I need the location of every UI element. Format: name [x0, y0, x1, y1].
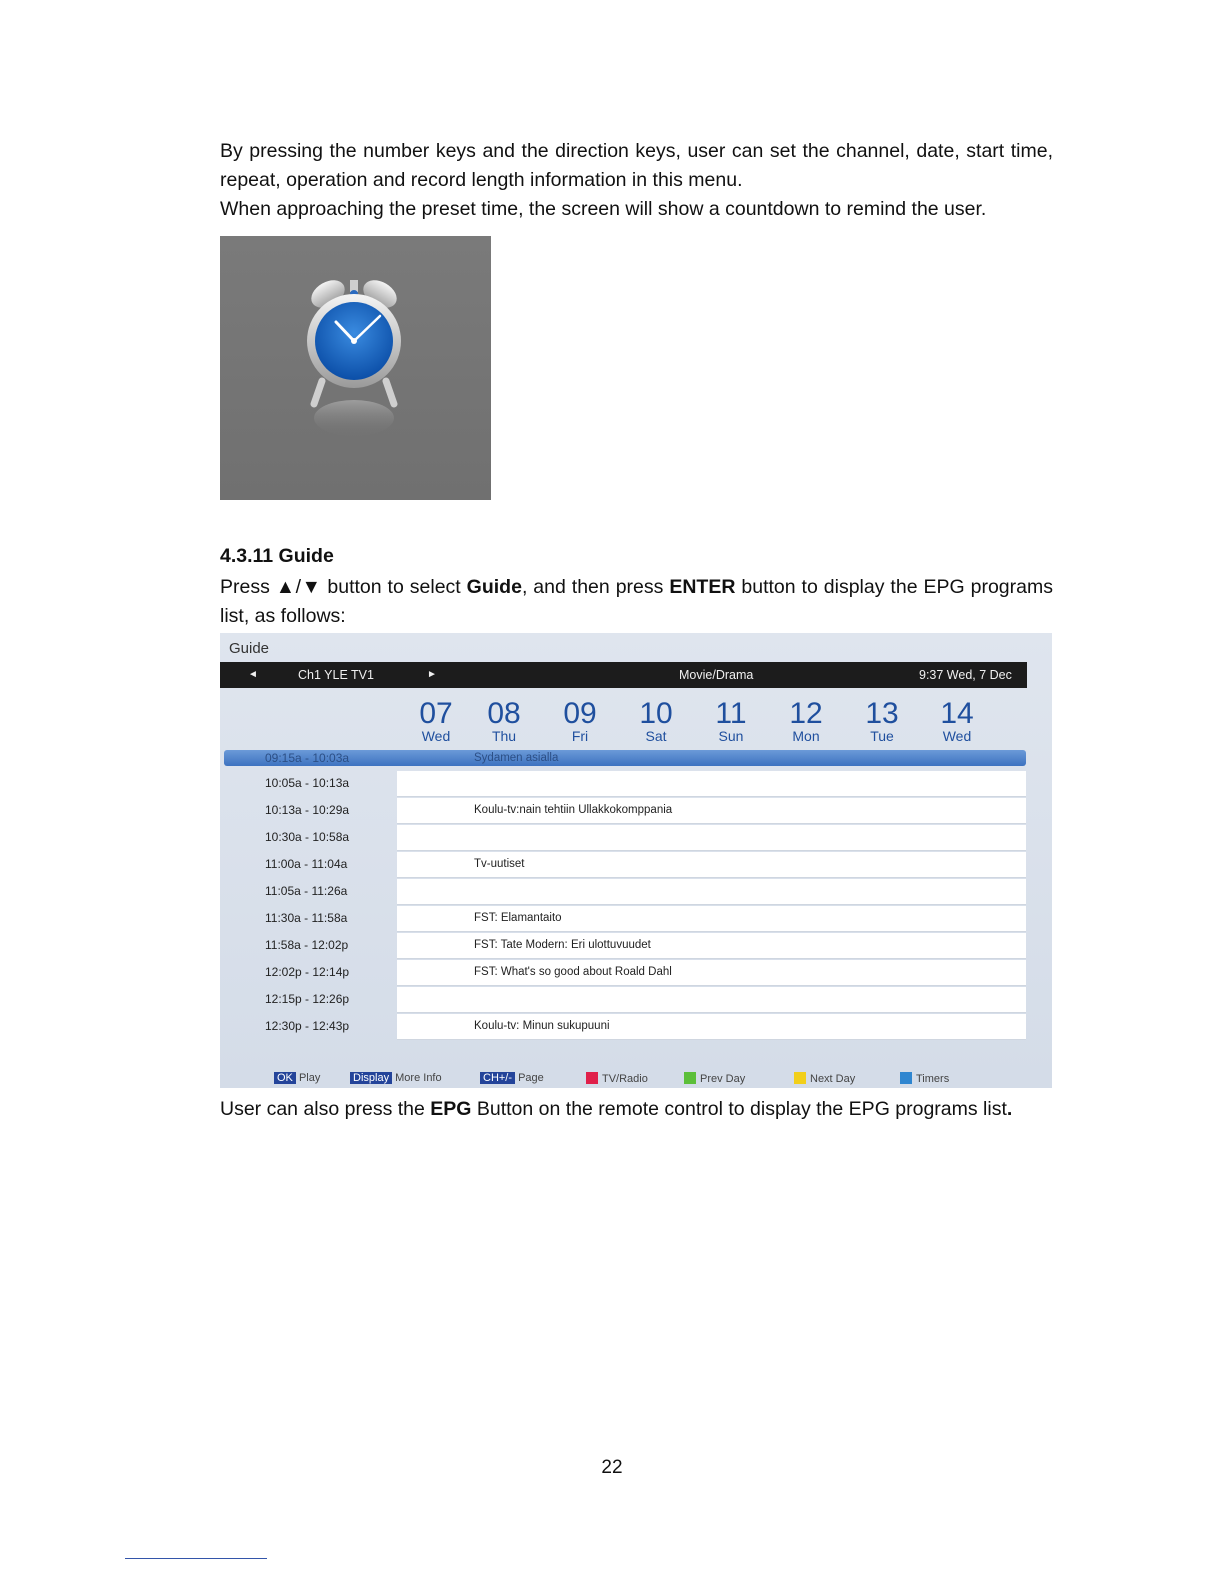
program-title: FST: What's so good about Roald Dahl: [474, 966, 672, 978]
guide-paragraph: [220, 573, 1053, 631]
day-number: 14: [940, 697, 974, 730]
program-cell: [397, 879, 1026, 905]
red-label: TV/Radio: [602, 1073, 648, 1085]
yellow-key[interactable]: [794, 1072, 855, 1085]
program-row[interactable]: [220, 825, 1052, 850]
program-row[interactable]: [220, 1014, 1052, 1039]
ok-button[interactable]: OK: [274, 1072, 296, 1084]
program-row[interactable]: [220, 879, 1052, 904]
day-number: 07: [419, 697, 453, 730]
ch-button[interactable]: CH+/-: [480, 1072, 515, 1084]
day-tab[interactable]: [927, 699, 987, 743]
alarm-clock-icon: [220, 236, 491, 500]
day-weekday: Sun: [718, 728, 744, 744]
next-channel-arrow-icon[interactable]: ►: [427, 669, 437, 680]
ok-key: [274, 1072, 320, 1084]
day-weekday: Wed: [421, 728, 451, 744]
program-row[interactable]: [220, 771, 1052, 796]
blue-key[interactable]: [900, 1072, 949, 1085]
program-row[interactable]: [220, 798, 1052, 823]
day-number: 10: [639, 697, 673, 730]
program-row[interactable]: [220, 852, 1052, 877]
day-weekday: Tue: [870, 728, 894, 744]
program-cell: [397, 825, 1026, 851]
program-time: 12:15p - 12:26p: [265, 992, 350, 1006]
program-cell: [397, 906, 1026, 932]
clock-label: 9:37 Wed, 7 Dec: [919, 668, 1012, 682]
red-square-icon: [586, 1072, 598, 1084]
epg-footer: [220, 1070, 1052, 1088]
program-cell: [397, 798, 1026, 824]
day-tab[interactable]: [701, 699, 761, 743]
program-time: 10:30a - 10:58a: [265, 830, 350, 844]
day-weekday: Thu: [491, 728, 517, 744]
guide-bold-guide: Guide: [466, 576, 522, 598]
countdown-paragraph: When approaching the preset time, the screen will show a countdown to remind the user.: [220, 198, 987, 220]
program-time: 11:30a - 11:58a: [265, 911, 348, 925]
program-title: Koulu-tv:nain tehtiin Ullakkokomppania: [474, 804, 673, 816]
epg-title: Guide: [229, 640, 270, 657]
green-label: Prev Day: [700, 1073, 746, 1085]
ok-label: Play: [298, 1072, 321, 1084]
ch-key: [480, 1072, 544, 1084]
program-time: 09:15a - 10:03a: [265, 751, 350, 765]
program-time: 10:13a - 10:29a: [265, 803, 350, 817]
day-tab[interactable]: [550, 699, 610, 743]
day-number: 12: [789, 697, 823, 730]
day-weekday: Mon: [792, 728, 820, 744]
program-row[interactable]: [220, 960, 1052, 985]
day-number: 09: [563, 697, 597, 730]
genre-label: Movie/Drama: [679, 668, 754, 682]
program-time: 11:58a - 12:02p: [265, 938, 349, 952]
blue-square-icon: [900, 1072, 912, 1084]
program-time: 12:30p - 12:43p: [265, 1019, 350, 1033]
display-label: More Info: [395, 1072, 442, 1084]
day-tab[interactable]: [474, 699, 534, 743]
program-title: Sydamen asialla: [474, 752, 559, 764]
intro-paragraph: By pressing the number keys and the direction keys, user can set the channel, date, start time, repeat, operation and record length information in this menu.: [220, 140, 1053, 191]
epg-text-1: User can also press the: [220, 1098, 431, 1120]
epg-text-2: Button on the remote control to display the EPG programs list: [471, 1098, 1007, 1120]
program-title: FST: Tate Modern: Eri ulottuvuudet: [474, 939, 651, 951]
program-cell: [397, 771, 1026, 797]
program-row[interactable]: [220, 906, 1052, 931]
guide-text-2: , and then press: [521, 576, 670, 598]
program-row[interactable]: [220, 987, 1052, 1012]
program-row[interactable]: [220, 933, 1052, 958]
yellow-square-icon: [794, 1072, 806, 1084]
program-cell: [397, 1014, 1026, 1040]
program-title: Tv-uutiset: [474, 858, 525, 870]
footnote-rule: [125, 1558, 267, 1559]
day-weekday: Sat: [645, 728, 667, 744]
program-cell: [397, 933, 1026, 959]
program-time: 11:05a - 11:26a: [265, 884, 348, 898]
ch-label: Page: [518, 1072, 544, 1084]
day-tab[interactable]: [406, 699, 466, 743]
green-key[interactable]: [684, 1072, 745, 1085]
day-number: 13: [865, 697, 899, 730]
yellow-label: Next Day: [810, 1073, 856, 1085]
program-cell: [397, 852, 1026, 878]
epg-channel-bar: [220, 662, 1027, 688]
blue-label: Timers: [916, 1073, 950, 1085]
prev-channel-arrow-icon[interactable]: ◄: [248, 669, 258, 680]
epg-bold-period: .: [1006, 1098, 1013, 1120]
day-selector: [220, 699, 1052, 747]
display-button[interactable]: Display: [350, 1072, 392, 1084]
day-tab[interactable]: [626, 699, 686, 743]
program-cell: [397, 960, 1026, 986]
day-number: 11: [715, 697, 747, 730]
day-weekday: Wed: [942, 728, 972, 744]
program-title: Koulu-tv: Minun sukupuuni: [474, 1020, 610, 1032]
program-title: FST: Elamantaito: [474, 912, 562, 924]
channel-name: Ch1 YLE TV1: [298, 668, 374, 682]
program-time: 11:00a - 11:04a: [265, 857, 348, 871]
guide-text-1: Press ▲/▼ button to select: [220, 576, 467, 598]
day-number: 08: [487, 697, 521, 730]
program-time: 10:05a - 10:13a: [265, 776, 350, 790]
epg-screenshot: [220, 633, 1052, 1088]
red-key[interactable]: [586, 1072, 648, 1085]
epg-button-paragraph: [220, 1095, 1053, 1124]
day-tab[interactable]: [852, 699, 912, 743]
page-number: 22: [601, 1457, 623, 1478]
program-time: 12:02p - 12:14p: [265, 965, 350, 979]
guide-text-3: button to display the EPG programs list, as follows:: [220, 576, 1053, 627]
day-tab[interactable]: [776, 699, 836, 743]
alarm-screenshot: [220, 236, 491, 500]
section-heading: 4.3.11 Guide: [220, 545, 334, 567]
epg-bold: EPG: [430, 1098, 472, 1120]
program-cell: [397, 987, 1026, 1013]
guide-bold-enter: ENTER: [669, 576, 736, 598]
green-square-icon: [684, 1072, 696, 1084]
day-weekday: Fri: [571, 728, 589, 744]
display-key: [350, 1072, 442, 1084]
